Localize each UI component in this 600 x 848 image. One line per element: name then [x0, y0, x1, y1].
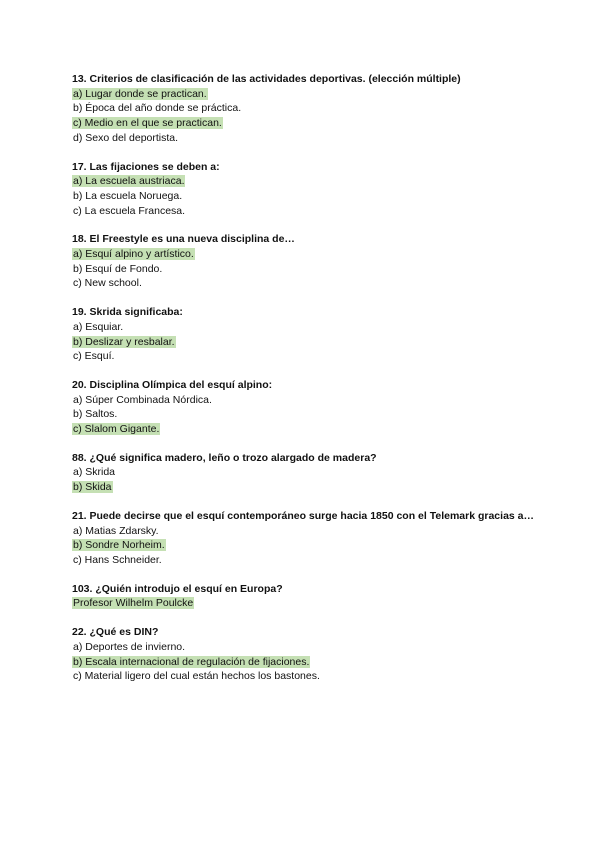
answer-option	[72, 480, 542, 495]
answer-option	[72, 524, 542, 539]
answer-text: b) Época del año donde se práctica.	[73, 102, 242, 115]
answer-text: a) Esquiar.	[73, 320, 124, 333]
answer-text: c) Medio en el que se practican.	[73, 117, 222, 130]
question-title: 19. Skrida significaba:	[72, 306, 183, 319]
answer-option	[72, 640, 542, 655]
answer-text: a) Matias Zdarsky.	[73, 524, 159, 537]
answer-text: b) Saltos.	[73, 408, 118, 421]
answer-option	[72, 393, 542, 408]
answer-option	[72, 189, 542, 204]
answer-text: a) Lugar donde se practican.	[73, 87, 207, 100]
answer-text: a) Esquí alpino y artístico.	[73, 248, 194, 261]
answer-text: b) La escuela Noruega.	[73, 189, 183, 202]
answer-option	[72, 669, 542, 684]
answer-option	[72, 174, 542, 189]
answer-option	[72, 276, 542, 291]
answer-text: a) Skrida	[73, 466, 116, 479]
question-13	[72, 72, 542, 146]
answer-option	[72, 262, 542, 277]
question-title: 21. Puede decirse que el esquí contemporáneo surge hacia 1850 con el Telemark gracias a…	[72, 509, 535, 522]
answer-text: c) La escuela Francesa.	[73, 204, 186, 217]
answer-text: d) Sexo del deportista.	[73, 131, 179, 144]
question-103	[72, 582, 542, 611]
answer-option	[72, 422, 542, 437]
answer-text: a) Súper Combinada Nórdica.	[73, 393, 212, 406]
answer-option	[72, 204, 542, 219]
question-title: 88. ¿Qué significa madero, leño o trozo alargado de madera?	[72, 451, 377, 464]
question-title: 17. Las fijaciones se deben a:	[72, 160, 220, 173]
answer-text: b) Escala internacional de regulación de fijaciones.	[73, 655, 310, 668]
question-18	[72, 232, 542, 291]
answer-text: a) Deportes de invierno.	[73, 640, 186, 653]
answer-text: b) Esquí de Fondo.	[73, 262, 163, 275]
question-title: 103. ¿Quién introdujo el esquí en Europa?	[72, 582, 283, 595]
answer-option	[72, 553, 542, 568]
answer-option	[72, 407, 542, 422]
answer-option	[72, 655, 542, 670]
question-22	[72, 625, 542, 684]
answer-text: c) Hans Schneider.	[73, 553, 162, 566]
answer-text: b) Skida	[73, 481, 112, 494]
answer-option	[72, 596, 542, 611]
answer-option	[72, 247, 542, 262]
question-88	[72, 451, 542, 495]
question-19	[72, 305, 542, 364]
answer-text: Profesor Wilhelm Poulcke	[73, 597, 194, 610]
answer-option	[72, 87, 542, 102]
answer-text: c) New school.	[73, 277, 142, 290]
answer-option	[72, 538, 542, 553]
answer-option	[72, 335, 542, 350]
answer-text: c) Slalom Gigante.	[73, 423, 160, 436]
answer-option	[72, 131, 542, 146]
answer-option	[72, 349, 542, 364]
answer-text: b) Deslizar y resbalar.	[73, 335, 175, 348]
question-title: 22. ¿Qué es DIN?	[72, 626, 159, 639]
answer-text: c) Esquí.	[73, 350, 115, 363]
question-title: 20. Disciplina Olímpica del esquí alpino:	[72, 378, 273, 391]
answer-option	[72, 101, 542, 116]
question-17	[72, 160, 542, 219]
question-title: 18. El Freestyle es una nueva disciplina de…	[72, 233, 295, 246]
document-page	[72, 72, 542, 698]
question-20	[72, 378, 542, 437]
answer-text: a) La escuela austriaca.	[73, 175, 185, 188]
question-21	[72, 509, 542, 568]
answer-text: c) Material ligero del cual están hechos los bastones.	[73, 670, 320, 683]
answer-option	[72, 465, 542, 480]
answer-option	[72, 320, 542, 335]
answer-text: b) Sondre Norheim.	[73, 539, 165, 552]
answer-option	[72, 116, 542, 131]
question-title: 13. Criterios de clasificación de las actividades deportivas. (elección múltiple)	[72, 73, 461, 85]
